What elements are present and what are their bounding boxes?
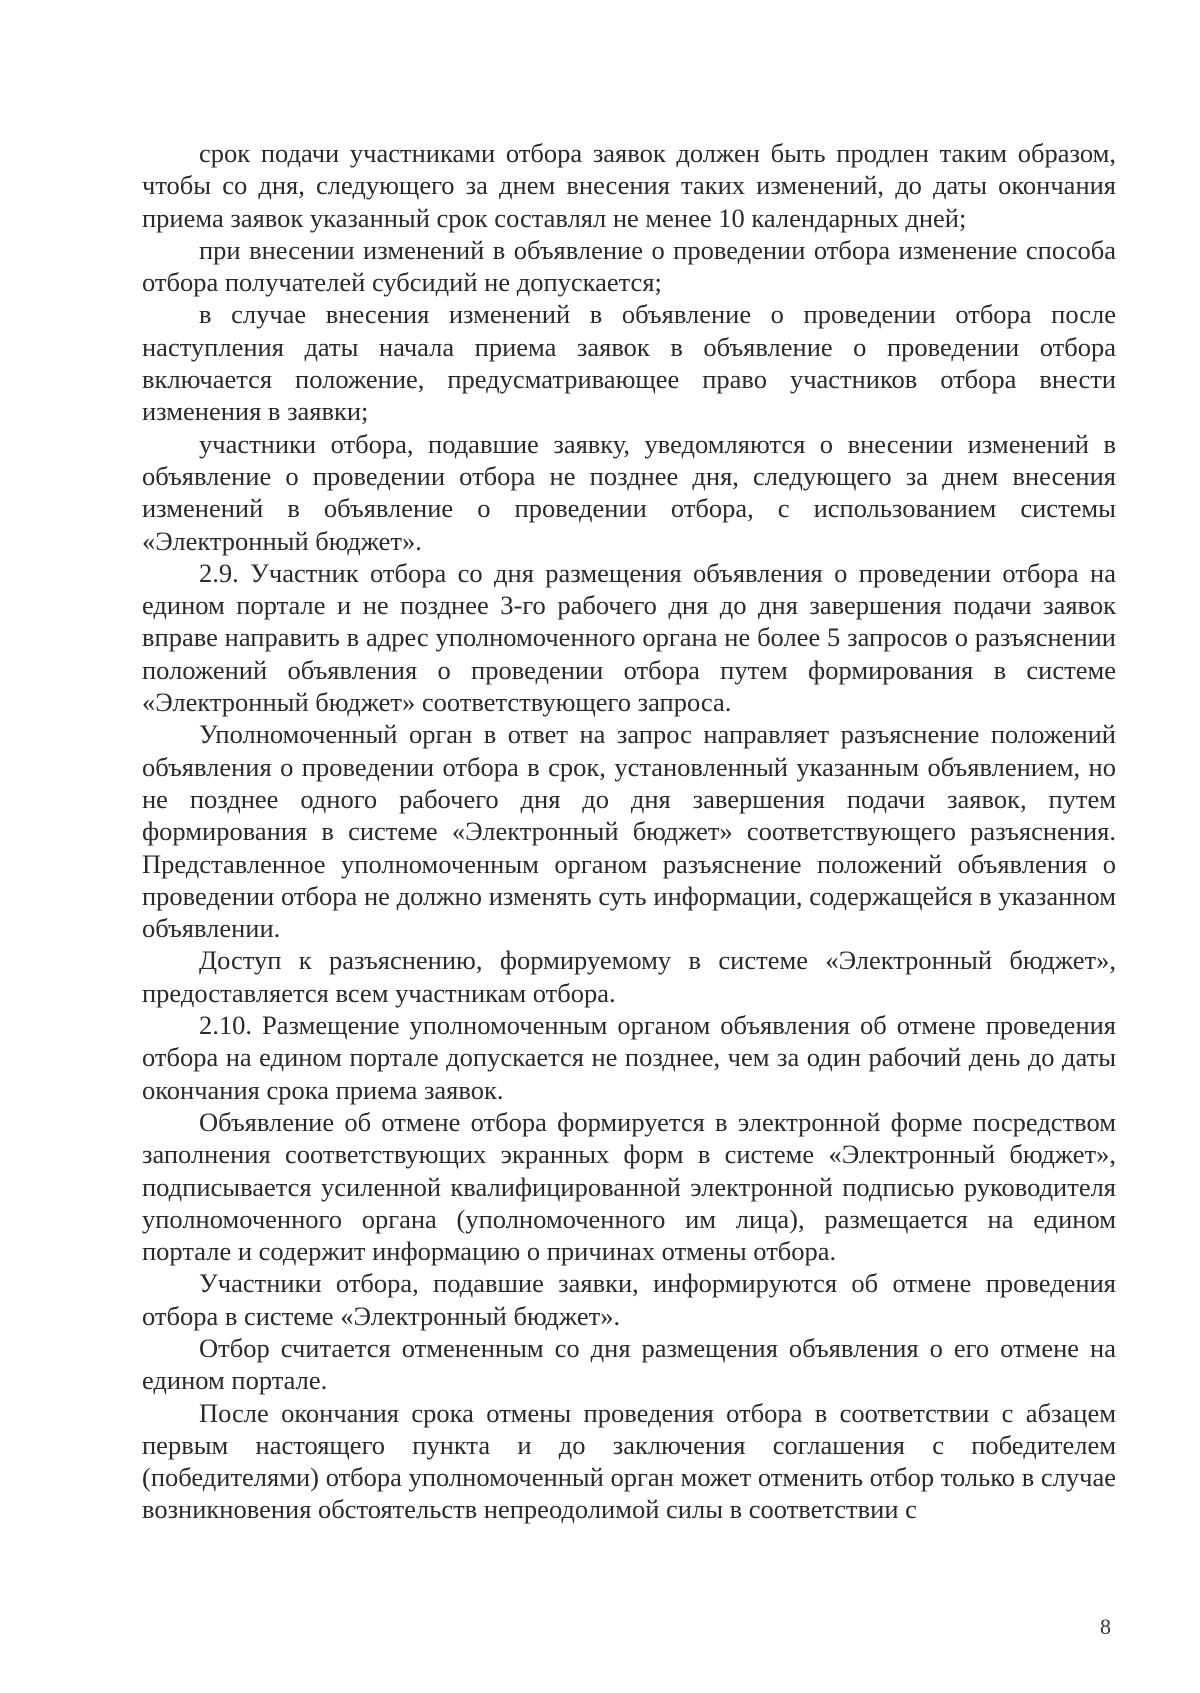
paragraph: срок подачи участниками отбора заявок должен быть продлен таким образом, чтобы со дня, следующего за днем внесения таких изменений, до даты окончания приема заявок указанный срок составлял не менее 10 календарных дней;: [142, 138, 1116, 233]
paragraph: 2.9. Участник отбора со дня размещения объявления о проведении отбора на едином портале и не позднее 3-го рабочего дня до дня завершения подачи заявок вправе направить в адрес уполномоченного органа не более 5 запросов о разъяснении положений объявления о проведении отбора путем формирования в системе «Электронный бюджет» соответствующего запроса.: [142, 557, 1116, 718]
paragraph: 2.10. Размещение уполномоченным органом объявления об отмене проведения отбора на едином портале допускается не позднее, чем за один рабочий день до даты окончания срока приема заявок.: [142, 1010, 1116, 1105]
paragraph: участники отбора, подавшие заявку, уведомляются о внесении изменений в объявление о проведении отбора не позднее дня, следующего за днем внесения изменений в объявление о проведении отбора, с использованием системы «Электронный бюджет».: [142, 428, 1116, 556]
paragraph: при внесении изменений в объявление о проведении отбора изменение способа отбора получателей субсидий не допускается;: [142, 234, 1116, 298]
paragraph: Доступ к разъяснению, формируемому в системе «Электронный бюджет», предоставляется всем участникам отбора.: [142, 945, 1116, 1008]
page-number: 8: [1100, 1614, 1111, 1639]
document-body: [142, 137, 1116, 1526]
paragraph: Уполномоченный орган в ответ на запрос направляет разъяснение положений объявления о проведении отбора в срок, установленный указанным объявлением, но не позднее одного рабочего дня до дня завершения подачи заявок, путем формирования в системе «Электронный бюджет» соответствующего разъяснения. Представленное уполномоченным органом разъяснение положений объявления о проведении отбора не должно изменять суть информации, содержащейся в указанном объявлении.: [142, 719, 1116, 944]
paragraph: в случае внесения изменений в объявление о проведении отбора после наступления даты начала приема заявок в объявление о проведении отбора включается положение, предусматривающее право участников отбора внести изменения в заявки;: [142, 299, 1116, 427]
paragraph: Участники отбора, подавшие заявки, информируются об отмене проведения отбора в системе «Электронный бюджет».: [142, 1268, 1116, 1331]
paragraph: После окончания срока отмены проведения отбора в соответствии с абзацем первым настоящего пункта и до заключения соглашения с победителем (победителями) отбора уполномоченный орган может отменить отбор только в случае возникновения обстоятельств непреодолимой силы в соответствии с: [142, 1397, 1116, 1525]
paragraph: Объявление об отмене отбора формируется в электронной форме посредством заполнения соответствующих экранных форм в системе «Электронный бюджет», подписывается усиленной квалифицированной электронной подписью руководителя уполномоченного органа (уполномоченного им лица), размещается на едином портале и содержит информацию о причинах отмены отбора.: [142, 1106, 1116, 1267]
paragraph: Отбор считается отмененным со дня размещения объявления о его отмене на едином портале.: [142, 1332, 1116, 1396]
